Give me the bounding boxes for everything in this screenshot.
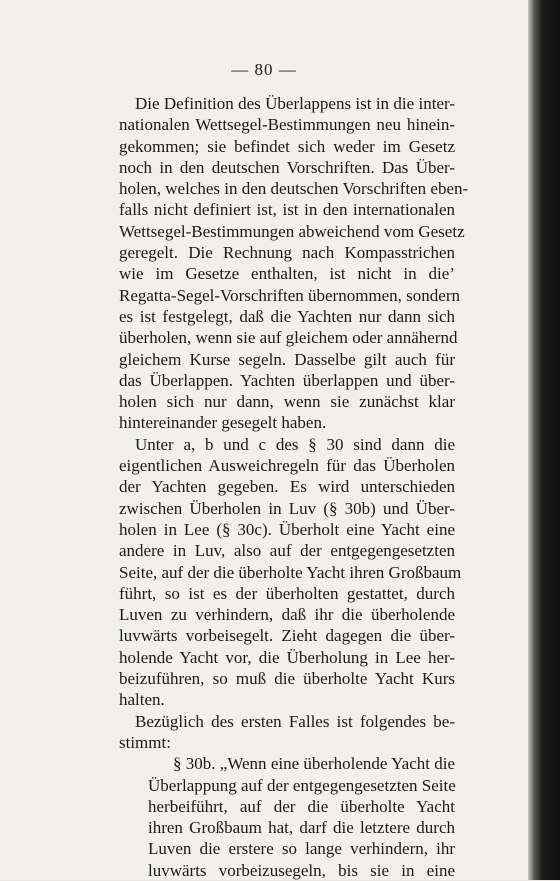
text-line: Wettsegel-Bestimmungen abweichend vom Gesetz [119,221,465,241]
text-line: es ist festgelegt, daß die Yachten nur dann sich [119,306,455,326]
text-line: wie im Gesetze enthalten, ist nicht in die’ [119,264,455,284]
text-line: führt, so ist es der überholten gestattet, durch [119,583,455,603]
text-line: holen, welches in den deutschen Vorschriften eben- [119,179,469,199]
text-line: holen in Lee (§ 30c). Überholt eine Yacht eine [119,519,455,539]
text-line: nationalen Wettsegel-Bestimmungen neu hinein- [119,115,455,135]
text-line: Die Definition des Überlappens ist in die inter- [135,94,455,113]
quote-line: Luven die erstere so lange verhindern, ihr [148,839,455,859]
text-line: Bezüglich des ersten Falles ist folgendes be- [135,711,455,731]
text-line: holen sich nur dann, wenn sie zunächst klar [119,392,455,412]
text-line: halten. [119,690,165,710]
text-line: hintereinander gesegelt haben. [119,413,327,433]
text-line: der Yachten gegeben. Es wird unterschieden [119,477,455,497]
text-line: gleichem Kurse segeln. Dasselbe gilt auch für [119,349,455,369]
text-line: zwischen Überholen in Luv (§ 30b) und Über- [119,498,455,518]
quote-line: luvwärts vorbeizusegeln, bis sie in eine [148,860,455,880]
quote-line: ihren Großbaum hat, darf die letztere durch [148,818,455,838]
text-line: falls nicht definiert ist, ist in den internationalen [119,200,455,220]
text-line: gekommen; sie befindet sich weder im Gesetz [119,136,455,156]
text-line: holende Yacht vor, die Überholung in Lee her- [119,647,455,667]
body-text [119,93,469,881]
text-line: Regatta-Segel-Vorschriften übernommen, sondern [119,285,461,305]
text-line: Seite, auf der die überholte Yacht ihren Großbaum [119,562,462,582]
text-line: stimmt: [119,732,171,752]
text-line: noch in den deutschen Vorschriften. Das Über- [119,157,455,177]
page-number: — 80 — [231,60,297,79]
quote-line: herbeiführt, auf der die überholte Yacht [148,796,455,816]
text-line: eigentlichen Ausweichregeln für das Überholen [119,456,455,476]
quote-line: § 30b. „Wenn eine überholende Yacht die [173,754,455,774]
book-binding-edge [528,0,560,880]
text-line: das Überlappen. Yachten überlappen und über- [119,370,455,390]
text-line: überholen, wenn sie auf gleichem oder annähernd [119,328,458,348]
text-line: Luven zu verhindern, daß ihr die überholende [119,605,455,625]
text-line: Unter a, b und c des § 30 sind dann die [135,434,455,454]
text-line: geregelt. Die Rechnung nach Kompasstrichen [119,243,455,263]
text-line: andere in Luv, also auf der entgegengesetzten [119,541,455,561]
text-line: beizuführen, so muß die überholte Yacht Kurs [119,669,455,689]
text-line: luvwärts vorbeisegelt. Zieht dagegen die über- [119,626,455,646]
quote-line: Überlappung auf der entgegengesetzten Seite [148,775,456,795]
